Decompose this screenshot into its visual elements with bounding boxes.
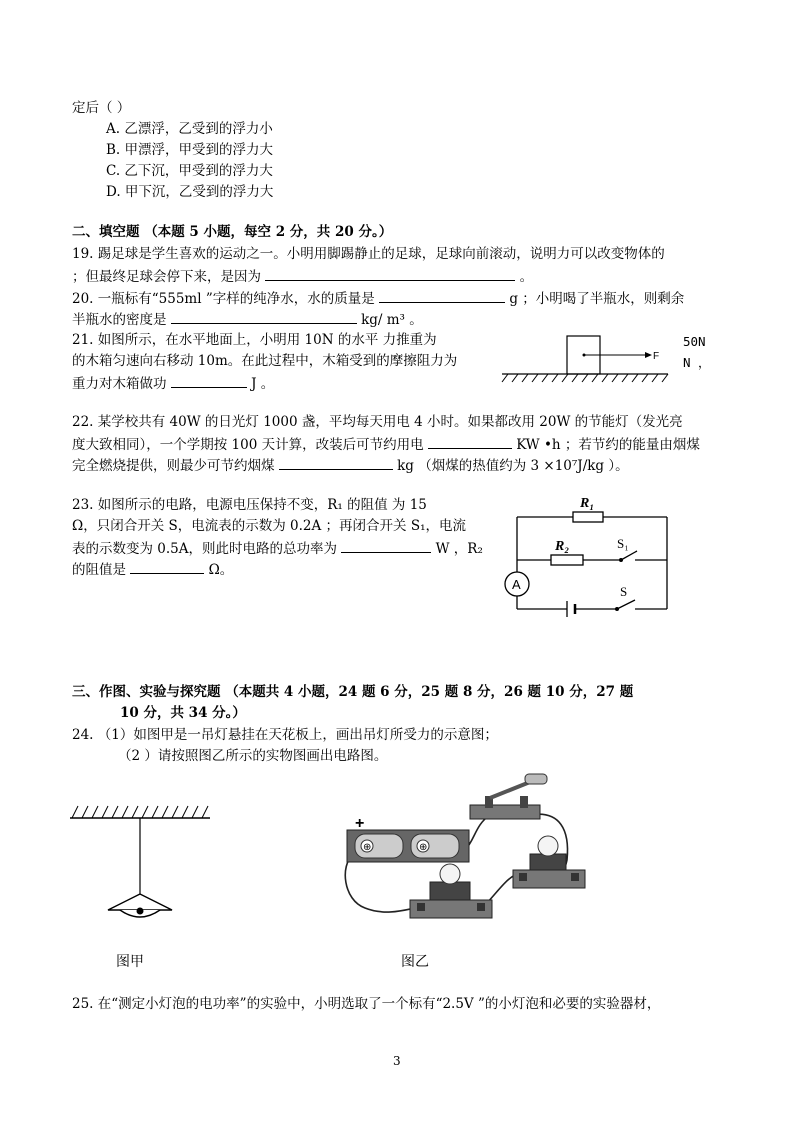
q18-option-c: C. 乙下沉，甲受到的浮力大 (106, 163, 273, 179)
q18-option-d: D. 甲下沉，乙受到的浮力大 (106, 184, 274, 200)
ceiling-hatching (72, 806, 208, 818)
force-origin-point (583, 354, 586, 357)
q20-answer-blank-1[interactable] (379, 288, 505, 303)
q21-line1: 21. 如图所示，在水平地面上，小明用 10N 的水平 力推重为 (72, 332, 437, 348)
q21-right-n: N ， (683, 355, 711, 370)
section3-heading-line2: 10 分，共 34 分。） (120, 705, 246, 721)
q20-answer-blank-2[interactable] (171, 309, 357, 324)
force-label: F (653, 351, 660, 362)
ammeter-label: A (512, 577, 521, 592)
q20-text-b: g ；小明喝了半瓶水，则剩余 (509, 291, 685, 307)
ground-hatching (502, 374, 668, 382)
q21-line3 (72, 373, 274, 393)
q19-text-b: 。 (519, 269, 534, 285)
lamp-center-dot (137, 908, 144, 915)
q24-line2: （2 ）请按照图乙所示的实物图画出电路图。 (118, 748, 388, 764)
q18-option-a: A. 乙漂浮，乙受到的浮力小 (106, 121, 273, 137)
r2-label: R₂ (555, 539, 570, 554)
q22-text-b: KW •h ；若节约的能量由烟煤 (516, 437, 700, 453)
section2-heading: 二、填空题 （本题 5 小题，每空 2 分，共 20 分。） (72, 224, 393, 240)
s-label: S (620, 584, 628, 599)
page-number: 3 (393, 1054, 401, 1068)
r2-resistor (551, 555, 583, 565)
q19-text-a: ；但最终足球会停下来，是因为 (72, 269, 261, 285)
q22-line2 (72, 434, 700, 454)
q19-line1: 19. 踢足球是学生喜欢的运动之一。小明用脚踢静止的足球，足球向前滚动，说明力可以改变物体的 (72, 246, 665, 262)
figure-a-caption: 图甲 (116, 954, 144, 970)
q20-text-d: kg/ m³ 。 (361, 312, 423, 328)
q21-answer-blank-2[interactable] (171, 373, 247, 388)
q18-stem: 定后（ ） (72, 100, 131, 116)
q23-answer-blank-1[interactable] (341, 538, 431, 553)
q20-line2 (72, 309, 423, 329)
q22-answer-blank-1[interactable] (428, 434, 512, 449)
q20-text-c: 半瓶水的密度是 (72, 312, 167, 328)
hanging-lamp-figure (66, 800, 216, 930)
q19-answer-blank[interactable] (265, 266, 515, 281)
battery-pack (347, 830, 469, 862)
q21-box-figure (500, 330, 670, 390)
knife-switch (470, 774, 547, 819)
q23-line2: Ω，只闭合开关 S，电流表的示数为 0.2A ；再闭合开关 S₁，电流 (72, 518, 466, 534)
q23-line4 (72, 559, 233, 579)
q19-line2 (72, 266, 533, 286)
q22-text-d: kg （烟煤的热值约为 3 ×10⁷J/kg ）。 (397, 458, 629, 474)
svg-text:⊕: ⊕ (363, 842, 372, 853)
force-arrowhead (645, 352, 652, 358)
s-switch-blade (617, 600, 635, 609)
q22-answer-blank-2[interactable] (279, 455, 393, 470)
lamp-holder-2 (513, 836, 585, 888)
battery-plus-label: + (355, 815, 365, 832)
section3-heading-line1: 三、作图、实验与探究题 （本题共 4 小题，24 题 6 分，25 题 8 分，26 题 10 分，27 题 (72, 684, 634, 700)
q22-text-a: 度大致相同），一个学期按 100 天计算，改装后可节约用电 (72, 437, 424, 453)
svg-text:⊕: ⊕ (419, 842, 428, 853)
q23-circuit-diagram (495, 490, 675, 620)
q21-text-b: J 。 (251, 376, 275, 392)
q23-text-b: W ，R₂ (435, 541, 483, 557)
q23-text-d: Ω。 (208, 562, 234, 578)
r1-label: R₁ (580, 496, 595, 511)
q20-text-a: 20. 一瓶标有“555ml ”字样的纯净水，水的质量是 (72, 291, 375, 307)
q22-line1: 22. 某学校共有 40W 的日光灯 1000 盏，平均每天用电 4 小时。如果都改用 20W 的节能灯（发光亮 (72, 414, 683, 430)
q24-line1: 24. （1）如图甲是一吊灯悬挂在天花板上，画出吊灯所受力的示意图； (72, 727, 498, 743)
q23-line3 (72, 538, 483, 558)
q21-right-50n: 50N (683, 334, 706, 349)
r1-resistor (573, 512, 603, 522)
q22-text-c: 完全燃烧提供，则最少可节约烟煤 (72, 458, 275, 474)
q23-answer-blank-2[interactable] (130, 559, 204, 574)
q23-text-c: 的阻值是 (72, 562, 126, 578)
q21-text-a: 重力对木箱做功 (72, 376, 167, 392)
q23-text-a: 表的示数变为 0.5A，则此时电路的总功率为 (72, 541, 338, 557)
q20-line1 (72, 288, 684, 308)
q22-line3 (72, 455, 629, 475)
lamp-holder-1 (410, 864, 492, 918)
physical-circuit-figure (335, 770, 595, 930)
s1-label: S₁ (617, 536, 629, 551)
q18-option-b: B. 甲漂浮，甲受到的浮力大 (106, 142, 274, 158)
s1-switch-blade (621, 551, 637, 560)
q23-line1: 23. 如图所示的电路，电源电压保持不变，R₁ 的阻值 为 15 (72, 497, 427, 513)
q25-line1: 25. 在“测定小灯泡的电功率”的实验中，小明选取了一个标有“2.5V ”的小灯泡和必要的实验器材， (72, 996, 661, 1012)
q21-line2: 的木箱匀速向右移动 10m。在此过程中，木箱受到的摩擦阻力为 (72, 353, 458, 369)
figure-b-caption: 图乙 (401, 954, 429, 970)
